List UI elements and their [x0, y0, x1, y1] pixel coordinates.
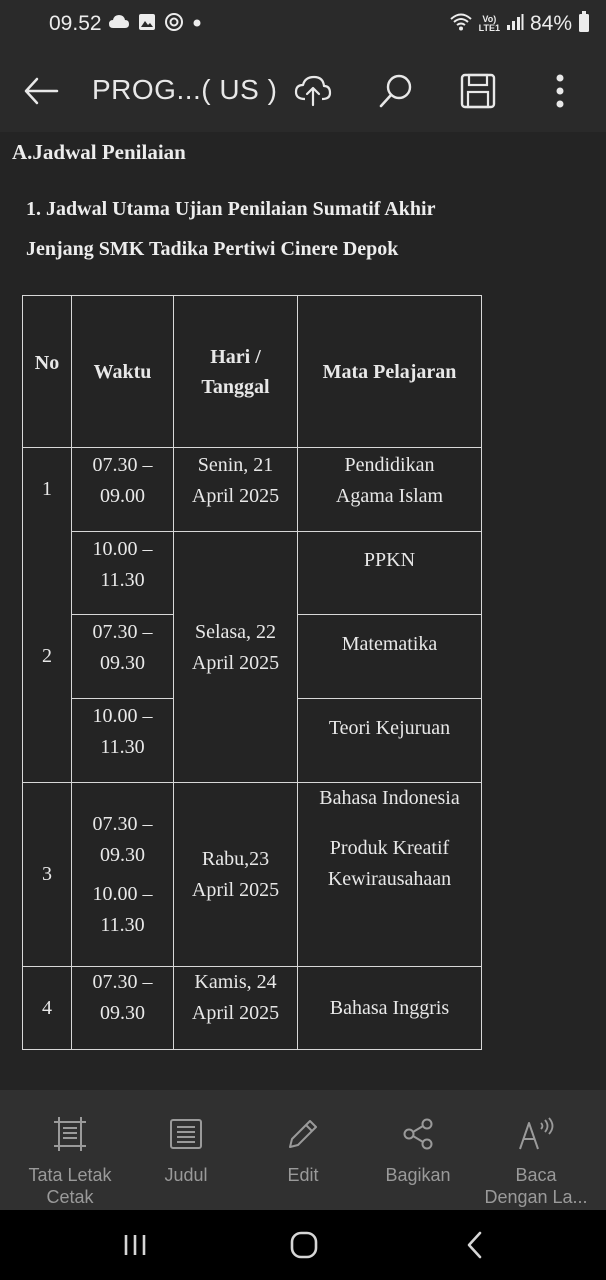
back-arrow-icon: [23, 77, 59, 105]
table-row: [23, 699, 482, 783]
cloud-upload-button[interactable]: [291, 69, 335, 113]
header-hari-tanggal: [174, 296, 298, 448]
cell-hari: [174, 615, 298, 699]
cell-no: 4: [23, 967, 72, 1050]
hari-day: Rabu,23: [201, 847, 270, 870]
cell-mapel: Teori Kejuruan: [298, 699, 482, 783]
app-toolbar: [0, 50, 606, 132]
cell-waktu: [72, 532, 174, 615]
baca-line2: Dengan La...: [484, 1187, 588, 1207]
bagikan-button[interactable]: [360, 1114, 476, 1186]
recent-apps-button[interactable]: [115, 1227, 155, 1263]
lte-label: LTE1: [478, 23, 500, 33]
section-heading: A.Jadwal Penilaian: [12, 140, 186, 164]
table-row: [23, 783, 482, 967]
more-options-button[interactable]: [538, 69, 582, 113]
volte-label: Vo): [482, 14, 497, 24]
waktu-start: 07.30 –: [92, 454, 153, 476]
table-row: [23, 615, 482, 699]
bottom-action-bar: [0, 1090, 606, 1210]
header-no: No: [23, 296, 72, 448]
hari-date: April 2025: [191, 485, 280, 507]
table-row: [23, 532, 482, 615]
subtitle-line-1: 1. Jadwal Utama Ujian Penilaian Sumatif Akhir: [26, 198, 436, 220]
cell-waktu: [72, 967, 174, 1050]
home-button[interactable]: [284, 1227, 324, 1263]
document-view[interactable]: [0, 132, 606, 1090]
document-title[interactable]: PROG...( US ): [92, 74, 278, 105]
judul-button[interactable]: [128, 1114, 244, 1186]
waktu-start-2: 10.00 –: [92, 882, 153, 905]
cell-hari-empty: [174, 532, 298, 615]
cell-no-empty: [23, 532, 72, 615]
baca-label: [484, 1164, 587, 1208]
more-vert-icon: [555, 74, 565, 108]
cell-waktu: [72, 783, 174, 967]
mapel-line3: Kewirausahaan: [327, 868, 452, 890]
status-time: 09.52: [49, 12, 102, 35]
cell-waktu: [72, 699, 174, 783]
subtitle-line-2: Jenjang SMK Tadika Pertiwi Cinere Depok: [26, 238, 399, 260]
table-header-row: [23, 296, 482, 448]
waktu-end: 09.00: [100, 485, 145, 507]
waktu-start: 07.30 –: [92, 812, 153, 835]
list-document-icon: [166, 1114, 206, 1154]
cell-hari-empty: [174, 699, 298, 783]
mapel-line1: Bahasa Indonesia: [319, 787, 460, 809]
dot-icon: [192, 15, 202, 33]
wifi-icon: [449, 12, 473, 37]
print-layout-icon: [50, 1114, 90, 1154]
tata-letak-line1: Tata Letak: [28, 1165, 112, 1185]
waktu-end: 09.30: [100, 843, 145, 866]
tata-letak-line2: Cetak: [46, 1187, 94, 1207]
waktu-end: 09.30: [100, 652, 145, 674]
network-type: [479, 15, 500, 33]
cell-mapel: [298, 448, 482, 532]
mapel-line2: Produk Kreatif: [329, 837, 450, 859]
tata-letak-cetak-button[interactable]: [12, 1114, 128, 1208]
battery-percent: 84%: [529, 12, 572, 35]
waktu-start: 07.30 –: [92, 621, 153, 643]
hari-date: April 2025: [191, 1002, 280, 1024]
cell-hari: [174, 967, 298, 1050]
status-notification-icons: [108, 12, 202, 36]
cell-no-empty: [23, 699, 72, 783]
cell-waktu: [72, 448, 174, 532]
cell-no: 2: [23, 615, 72, 699]
hari-date: April 2025: [191, 651, 280, 674]
save-icon: [460, 73, 496, 109]
waktu-start: 10.00 –: [92, 538, 153, 560]
hari-day: Kamis, 24: [194, 971, 277, 993]
system-nav-bar: [0, 1210, 606, 1280]
cell-mapel: Bahasa Inggris: [298, 967, 482, 1050]
hari-date: April 2025: [191, 878, 280, 901]
baca-line1: Baca: [515, 1165, 557, 1185]
mapel-line1: Pendidikan: [344, 454, 435, 476]
cloud-icon: [108, 14, 130, 35]
home-icon: [289, 1230, 319, 1260]
cell-no: 3: [23, 783, 72, 967]
cell-hari: [174, 448, 298, 532]
bagikan-label: Bagikan: [385, 1165, 451, 1185]
hari-day: Senin, 21: [197, 454, 274, 476]
hari-day: Selasa, 22: [194, 620, 277, 643]
waktu-end: 11.30: [100, 736, 145, 758]
back-button[interactable]: [19, 69, 63, 113]
cell-mapel: Matematika: [298, 615, 482, 699]
waktu-end: 11.30: [100, 569, 145, 591]
cell-no: 1: [23, 448, 72, 532]
header-hari-line1: Hari /: [210, 345, 261, 368]
judul-label: Judul: [164, 1165, 208, 1185]
pencil-icon: [283, 1114, 323, 1154]
mapel-line2: Agama Islam: [335, 485, 444, 507]
waktu-start: 10.00 –: [92, 705, 153, 727]
nav-back-button[interactable]: [454, 1227, 494, 1263]
waktu-end-2: 11.30: [100, 913, 145, 936]
status-bar: [0, 0, 606, 50]
share-icon: [398, 1114, 438, 1154]
cell-waktu: [72, 615, 174, 699]
baca-dengan-suara-button[interactable]: [478, 1114, 594, 1208]
battery-icon: [578, 11, 590, 38]
edit-button[interactable]: [245, 1114, 361, 1186]
save-button[interactable]: [456, 69, 500, 113]
header-mata-pelajaran: Mata Pelajaran: [298, 296, 482, 448]
header-waktu: Waktu: [72, 296, 174, 448]
gallery-icon: [138, 13, 156, 36]
search-button[interactable]: [374, 69, 418, 113]
status-right: [449, 10, 590, 38]
back-icon: [465, 1231, 483, 1259]
read-aloud-icon: [516, 1114, 556, 1154]
table-row: [23, 448, 482, 532]
header-hari-line2: Tanggal: [201, 375, 270, 398]
edit-label: Edit: [287, 1165, 319, 1185]
search-icon: [378, 73, 414, 109]
cell-mapel: PPKN: [298, 532, 482, 615]
cell-mapel: [298, 783, 482, 967]
waktu-start: 07.30 –: [92, 971, 153, 993]
signal-icon: [506, 13, 524, 36]
target-icon: [164, 12, 184, 37]
schedule-table: [22, 295, 482, 1050]
recent-apps-icon: [122, 1233, 148, 1257]
cloud-upload-icon: [293, 75, 333, 107]
table-row: [23, 967, 482, 1050]
waktu-end: 09.30: [100, 1002, 145, 1024]
cell-hari: [174, 783, 298, 967]
tata-letak-label: [28, 1164, 111, 1208]
